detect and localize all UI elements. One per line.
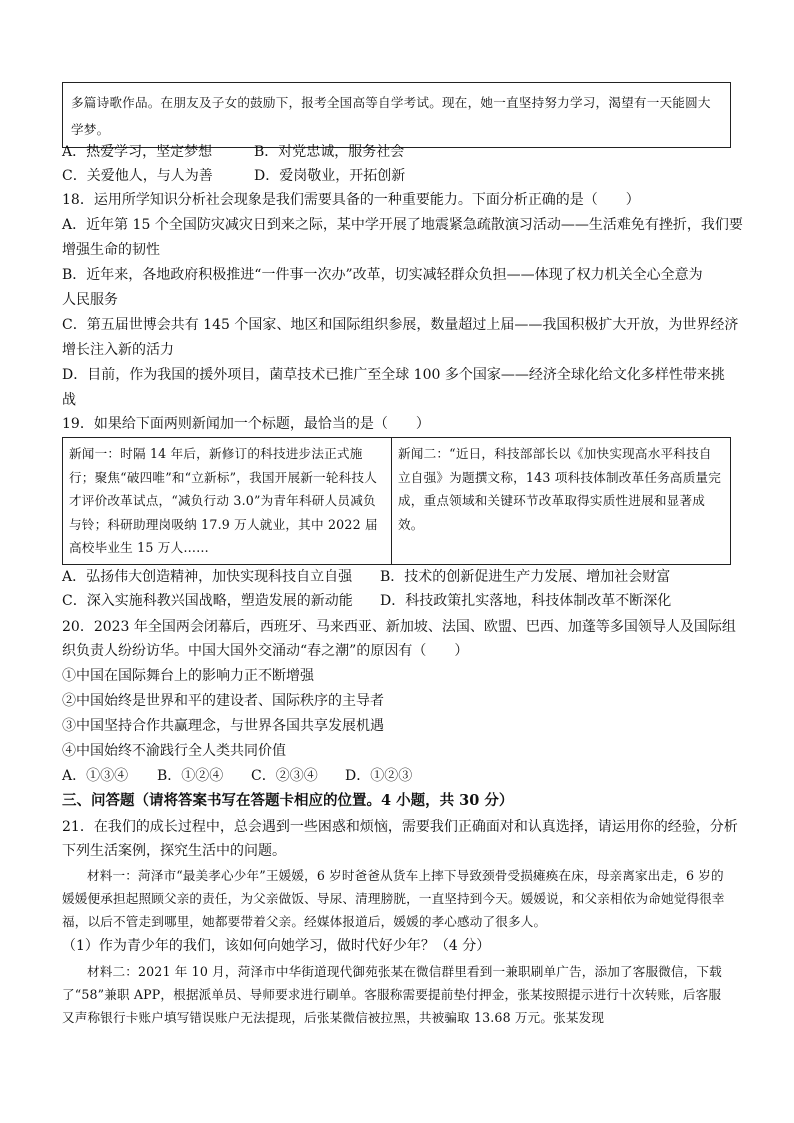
q18-option-d-line1: D．目前，作为我国的援外项目，菌草技术已推广至全球 100 多个国家——经济全球化给文化多样性带来挑 xyxy=(62,367,725,383)
q18-option-a-line1: A．近年第 15 个全国防灾减灾日到来之际，某中学开展了地震紧急疏散演习活动——生活难免有挫折，我们要 xyxy=(62,217,743,233)
q20-option-a: A．①③④ xyxy=(62,768,129,784)
q18-option-b-line1: B．近年来，各地政府积极推进“一件事一次办”改革，切实减轻群众负担——体现了权力机关全心全意为 xyxy=(62,267,703,283)
q19-option-d: D．科技政策扎实落地，科技体制改革不断深化 xyxy=(380,593,672,609)
q19-news-table xyxy=(62,437,731,565)
q21-material-2: 材料二：2021 年 10 月，菏泽市中华街道现代御苑张某在微信群里看到一兼职刷单广告，添加了客服微信，下载了“58”兼职 APP，根据派单员、导师要求进行刷单。客服称需要提前垫付押金，张某按照提示进行十次转账，后客服又声称银行卡账户填写错误账户无法提现，后张某微信被拉黑，共被骗取 13.68 万元。张某发现 xyxy=(62,964,722,1025)
q18-option-a-line2: 增强生命的韧性 xyxy=(62,242,160,258)
q18-option-c-line2: 增长注入新的活力 xyxy=(62,342,174,358)
q18-option-d-line2: 战 xyxy=(62,392,76,408)
q20-item-4: ④中国始终不渝践行全人类共同价值 xyxy=(62,743,286,759)
q19-stem: 19．如果给下面两则新闻加一个标题，最恰当的是（ ） xyxy=(62,416,430,432)
q21-stem-line2: 下列生活案例，探究生活中的问题。 xyxy=(62,843,286,859)
q19-news-1: 新闻一：时隔 14 年后，新修订的科技进步法正式施行；聚焦“破四唯”和“立新标”，我国开展新一轮科技人才评价改革试点，“减负行动 3.0”为青年科研人员减负与铃；科研助理岗吸纳 17.9 万人就业，其中 2022 届高校毕业生 15 万人…… xyxy=(63,438,392,564)
q19-option-b: B．技术的创新促进生产力发展、增加社会财富 xyxy=(380,569,671,585)
q20-option-d: D．①②③ xyxy=(345,768,413,784)
q18-option-b-line2: 人民服务 xyxy=(62,292,118,308)
q19-news-2: 新闻二：“近日，科技部部长以《加快实现高水平科技自立自强》为题撰文称，143 项科技体制改革任务高质量完成，重点领域和关键环节改革取得实质性进展和显著成效。 xyxy=(398,446,722,532)
q17-option-d: D．爱岗敬业，开拓创新 xyxy=(254,168,406,184)
q21-stem-line1: 21．在我们的成长过程中，总会遇到一些困惑和烦恼，需要我们正确面对和认真选择，请运用你的经验，分析 xyxy=(62,819,738,835)
q19-option-a: A．弘扬伟大创造精神，加快实现科技自立自强 xyxy=(62,569,353,585)
q20-option-c: C．②③④ xyxy=(251,768,318,784)
q20-stem-line1: 20．2023 年全国两会闭幕后，西班牙、马来西亚、新加坡、法国、欧盟、巴西、加蓬等多国领导人及国际组 xyxy=(62,619,736,635)
q17-material-box xyxy=(62,82,731,148)
q17-option-b: B．对党忠诚，服务社会 xyxy=(254,144,405,160)
q20-item-2: ②中国始终是世界和平的建设者、国际秩序的主导者 xyxy=(62,693,384,709)
q21-subquestion-1: （1）作为青少年的我们，该如何向她学习，做时代好少年？（4 分） xyxy=(62,938,491,954)
q18-option-c-line1: C．第五届世博会共有 145 个国家、地区和国际组织参展，数量超过上届——我国积极扩大开放，为世界经济 xyxy=(62,317,739,333)
q18-stem: 18．运用所学知识分析社会现象是我们需要具备的一种重要能力。下面分析正确的是（ ） xyxy=(62,192,640,208)
q17-option-a: A．热爱学习，坚定梦想 xyxy=(62,144,213,160)
q20-item-3: ③中国坚持合作共赢理念，与世界各国共享发展机遇 xyxy=(62,718,384,734)
q19-option-c: C．深入实施科教兴国战略，塑造发展的新动能 xyxy=(62,593,353,609)
q21-material-1: 材料一：菏泽市“最美孝心少年”王媛媛，6 岁时爸爸从货车上摔下导致颈骨受损瘫痪在床，母亲离家出走，6 岁的媛媛便承担起照顾父亲的责任，为父亲做饭、导尿、清理膀胱，一直坚持到今天。媛媛说，和父亲相依为命她觉得很幸福，以后不管走到哪里，她都要带着父亲。经媒体报道后，媛媛的孝心感动了很多人。 xyxy=(62,868,725,929)
section-3-title: 三、问答题（请将答案书写在答题卡相应的位置。4 小题，共 30 分） xyxy=(62,792,514,809)
q20-item-1: ①中国在国际舞台上的影响力正不断增强 xyxy=(62,668,314,684)
q17-option-c: C．关爱他人，与人为善 xyxy=(62,168,213,184)
q17-material-text: 多篇诗歌作品。在朋友及子女的鼓励下，报考全国高等自学考试。现在，她一直坚持努力学习，渴望有一天能圆大学梦。 xyxy=(71,95,711,137)
q20-option-b: B．①②④ xyxy=(157,768,224,784)
q20-stem-line2: 织负责人纷纷访华。中国大国外交涌动“春之潮”的原因有（ ） xyxy=(62,643,469,659)
